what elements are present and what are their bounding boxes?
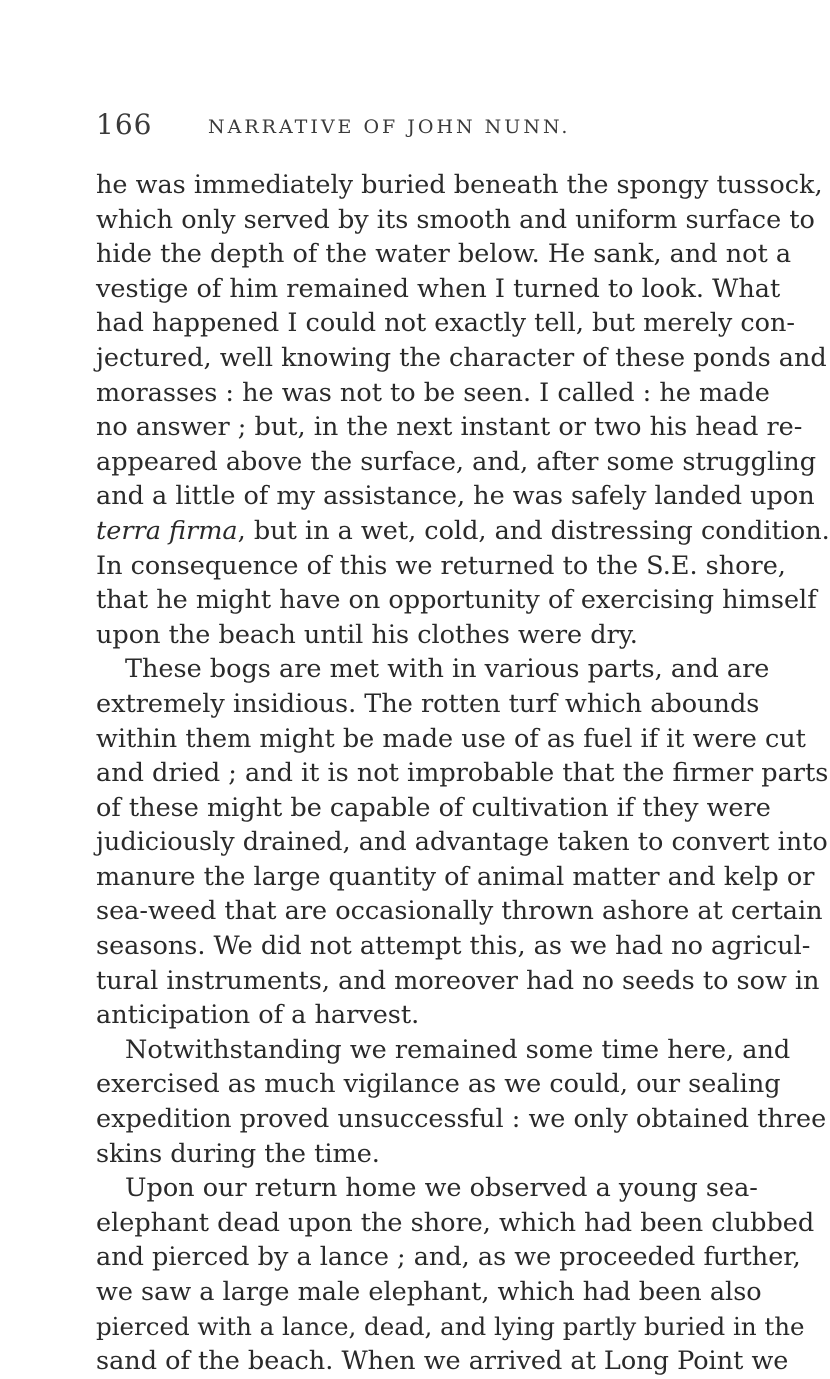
running-head: NARRATIVE OF JOHN NUNN. bbox=[208, 116, 571, 138]
text-line bbox=[96, 168, 823, 203]
text-line bbox=[96, 445, 817, 480]
text-segment: he was immediately buried beneath the spongy tussock, bbox=[96, 170, 823, 200]
text-segment: skins during the time. bbox=[96, 1138, 380, 1169]
text-line bbox=[96, 756, 829, 791]
text-segment: sand of the beach. When we arrived at Long Point we bbox=[96, 1346, 789, 1377]
text-line bbox=[96, 514, 830, 549]
text-segment: , but in a wet, cold, and distressing condition. bbox=[237, 515, 830, 546]
text-line bbox=[96, 1206, 815, 1241]
text-line bbox=[96, 860, 815, 895]
text-segment: hide the depth of the water below. He sank, and not a bbox=[96, 239, 792, 270]
text-segment: pierced with a lance, dead, and lying partly buried in the bbox=[96, 1311, 805, 1341]
text-segment: upon the beach until his clothes were dry. bbox=[96, 619, 638, 650]
text-segment: sea-weed that are occasionally thrown ashore at certain bbox=[96, 896, 823, 927]
text-line bbox=[96, 1275, 762, 1310]
text-line bbox=[96, 306, 796, 341]
text-line bbox=[96, 341, 827, 376]
text-segment: These bogs are met with in various parts, and are bbox=[125, 654, 770, 685]
text-segment: we saw a large male elephant, which had been also bbox=[96, 1277, 762, 1307]
text-segment: tural instruments, and moreover had no seeds to sow in bbox=[96, 965, 820, 996]
text-line bbox=[96, 964, 820, 999]
text-segment: seasons. We did not attempt this, as we had no agricul- bbox=[96, 931, 811, 962]
text-segment: extremely insidious. The rotten turf which abounds bbox=[96, 688, 760, 719]
text-segment: In consequence of this we returned to the S.E. shore, bbox=[96, 550, 786, 581]
text-line bbox=[96, 791, 771, 826]
text-line bbox=[96, 1171, 758, 1206]
text-segment: elephant dead upon the shore, which had been clubbed bbox=[96, 1207, 815, 1238]
page-header bbox=[96, 108, 716, 144]
text-line bbox=[96, 825, 828, 860]
text-line bbox=[96, 583, 817, 618]
italic-text: terra firma bbox=[96, 515, 238, 546]
text-line bbox=[96, 272, 781, 307]
text-line bbox=[96, 1033, 791, 1068]
text-line bbox=[96, 237, 792, 272]
text-segment: appeared above the surface, and, after some struggling bbox=[96, 446, 817, 477]
text-segment: manure the large quantity of animal matter and kelp or bbox=[96, 861, 815, 892]
text-segment: vestige of him remained when I turned to look. What bbox=[96, 273, 781, 304]
text-segment: morasses : he was not to be seen. I called : he made bbox=[96, 377, 770, 408]
text-line bbox=[96, 687, 760, 722]
text-segment: and pierced by a lance ; and, as we proceeded further, bbox=[96, 1242, 801, 1273]
text-segment: of these might be capable of cultivation if they were bbox=[96, 792, 771, 823]
text-line bbox=[96, 479, 815, 514]
text-segment: anticipation of a harvest. bbox=[96, 1000, 420, 1031]
text-segment: jectured, well knowing the character of these ponds and bbox=[96, 342, 827, 373]
text-line bbox=[96, 410, 803, 445]
text-line bbox=[96, 894, 823, 929]
text-segment: that he might have on opportunity of exercising himself bbox=[96, 585, 817, 616]
text-segment: and dried ; and it is not improbable that the firmer parts bbox=[96, 758, 829, 789]
text-segment: within them might be made use of as fuel if it were cut bbox=[96, 723, 806, 754]
text-segment: Notwithstanding we remained some time here, and bbox=[125, 1034, 791, 1065]
text-line bbox=[96, 618, 708, 653]
text-segment: Upon our return home we observed a young sea- bbox=[125, 1173, 758, 1204]
text-segment: had happened I could not exactly tell, but merely con- bbox=[96, 308, 796, 339]
text-line bbox=[96, 1137, 708, 1172]
text-line bbox=[96, 722, 806, 757]
text-segment: expedition proved unsuccessful : we only obtained three bbox=[96, 1104, 827, 1135]
text-segment: and a little of my assistance, he was safely landed upon bbox=[96, 481, 815, 512]
text-line bbox=[96, 929, 811, 964]
text-line bbox=[96, 1240, 801, 1275]
text-segment: no answer ; but, in the next instant or two his head re- bbox=[96, 412, 803, 443]
text-line bbox=[96, 1344, 789, 1379]
text-line bbox=[96, 1102, 827, 1137]
text-segment: judiciously drained, and advantage taken to convert into bbox=[96, 827, 828, 858]
text-line bbox=[96, 203, 815, 238]
text-line bbox=[96, 549, 786, 584]
body-text bbox=[96, 168, 830, 1379]
page-number: 166 bbox=[96, 108, 153, 141]
text-line bbox=[96, 1067, 781, 1102]
text-segment: exercised as much vigilance as we could, our sealing bbox=[96, 1069, 781, 1100]
text-line bbox=[96, 1310, 805, 1345]
text-line bbox=[96, 652, 770, 687]
text-line bbox=[96, 998, 708, 1033]
text-line bbox=[96, 376, 770, 411]
text-segment: which only served by its smooth and uniform surface to bbox=[96, 204, 815, 235]
